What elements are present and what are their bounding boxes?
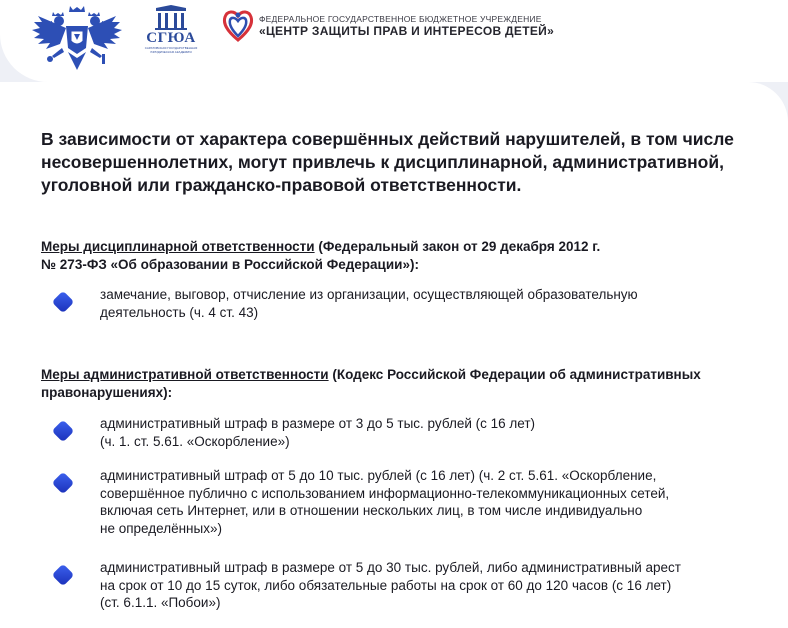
blue-diamond-bullet-icon xyxy=(48,560,78,590)
intro-line: уголовной или гражданско-правовой ответственности. xyxy=(41,175,522,195)
blue-diamond-bullet-icon xyxy=(48,416,78,446)
org-name: «ЦЕНТР ЗАЩИТЫ ПРАВ И ИНТЕРЕСОВ ДЕТЕЙ» xyxy=(259,24,555,38)
disciplinary-heading xyxy=(41,238,741,274)
org-name-block xyxy=(259,14,554,38)
administrative-title: Меры административной ответственности xyxy=(41,367,329,382)
org-type: ФЕДЕРАЛЬНОЕ ГОСУДАРСТВЕННОЕ БЮДЖЕТНОЕ УЧРЕЖДЕНИЕ xyxy=(259,14,542,24)
administrative-source: (Кодекс Российской Федерации об административных xyxy=(328,367,701,382)
list-item xyxy=(100,415,740,450)
list-item-line: административный штраф в размере от 3 до 5 тыс. рублей (с 16 лет) xyxy=(100,416,535,431)
list-item-line: на срок от 10 до 15 суток, либо обязательные работы на срок от 60 до 120 часов (с 16 лет) xyxy=(100,577,672,593)
list-item xyxy=(100,286,740,321)
blue-diamond-bullet-icon xyxy=(48,468,78,498)
sgua-logo-text: СГЮА xyxy=(146,30,196,46)
intro-paragraph xyxy=(41,128,761,197)
administrative-heading xyxy=(41,366,741,402)
disciplinary-title: Меры дисциплинарной ответственности xyxy=(41,239,315,254)
list-item-line: административный штраф в размере от 5 до 30 тыс. рублей, либо административный арест xyxy=(100,560,681,575)
intro-line: В зависимости от характера совершённых действий нарушителей, в том числе xyxy=(41,129,734,149)
list-item-line: не определённых») xyxy=(100,520,222,536)
administrative-source-cont: правонарушениях): xyxy=(41,385,173,400)
list-item-line: административный штраф от 5 до 10 тыс. рублей (с 16 лет) (ч. 2 ст. 5.61. «Оскорбление, xyxy=(100,468,657,483)
disciplinary-source: (Федеральный закон от 29 декабря 2012 г. xyxy=(314,239,601,254)
list-item-line: (ст. 6.1.1. «Побои») xyxy=(100,595,221,610)
heart-hands-logo-icon xyxy=(222,8,254,42)
double-headed-eagle-emblem-icon xyxy=(30,4,124,76)
list-item-line: включая сеть Интернет, или в отношении нескольких лиц, в том числе индивидуально xyxy=(100,503,643,518)
disciplinary-source-cont: № 273-ФЗ «Об образовании в Российской Федерации»): xyxy=(41,257,419,272)
list-item xyxy=(100,467,740,537)
sgua-logo-subtext: САРАТОВСКАЯ ГОСУДАРСТВЕННАЯ ЮРИДИЧЕСКАЯ АКАДЕМИЯ xyxy=(144,46,198,54)
intro-line: несовершеннолетних, могут привлечь к дисциплинарной, административной, xyxy=(41,152,724,172)
blue-diamond-bullet-icon xyxy=(48,287,78,317)
list-item-line: совершённое публично с использованием информационно-телекоммуникационных сетей, xyxy=(100,485,670,501)
list-item-line: деятельность (ч. 4 ст. 43) xyxy=(100,304,259,320)
list-item-line: замечание, выговор, отчисление из организации, осуществляющей образовательную xyxy=(100,287,638,302)
list-item-line: (ч. 1. ст. 5.61. «Оскорбление») xyxy=(100,433,290,449)
list-item xyxy=(100,559,740,612)
